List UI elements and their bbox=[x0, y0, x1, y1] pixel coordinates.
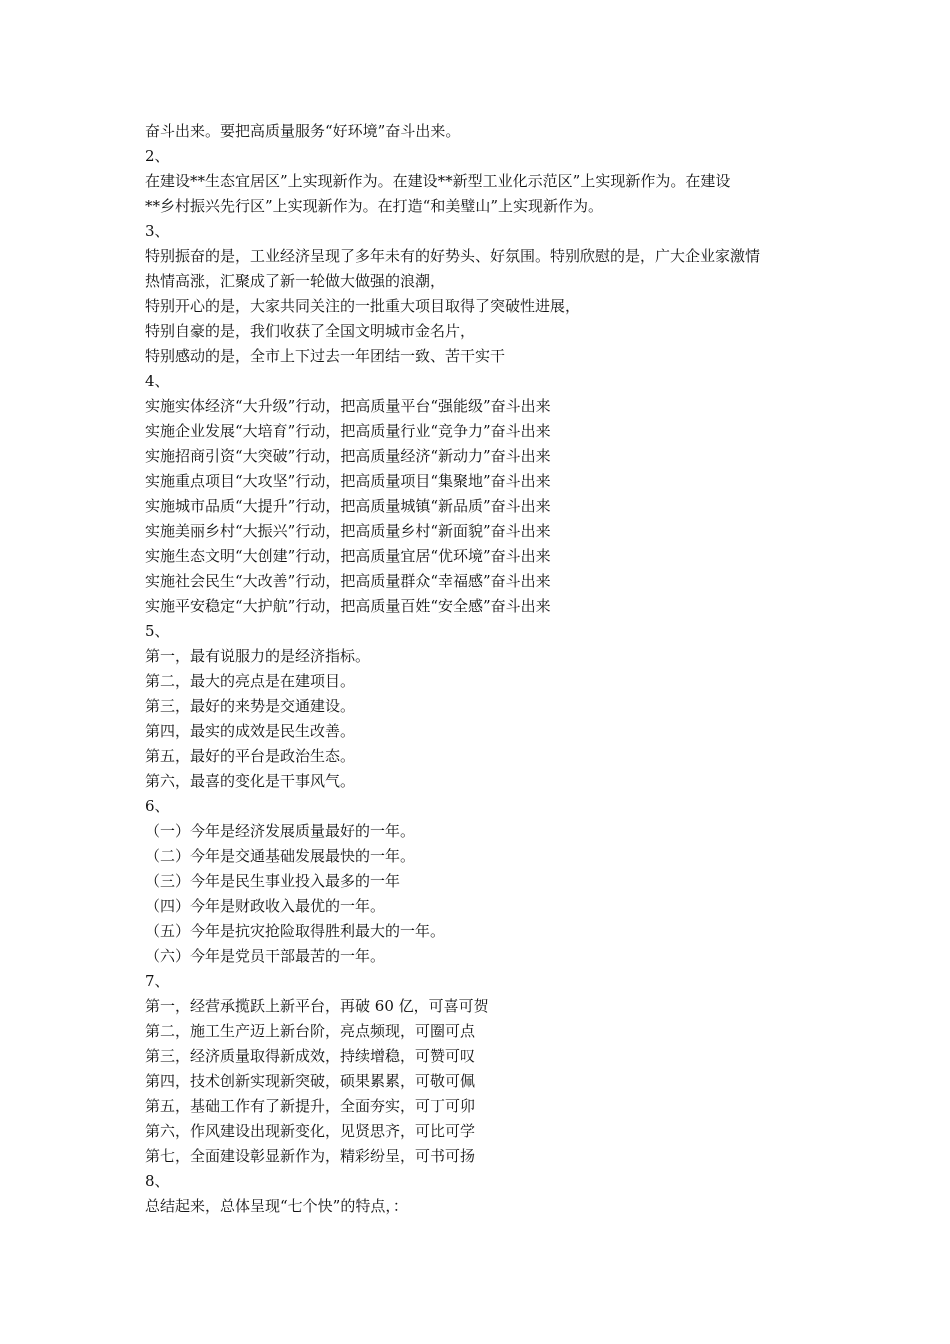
list-item: 实施重点项目“大攻坚”行动，把高质量项目“集聚地”奋斗出来 bbox=[145, 472, 551, 490]
list-item: 第五，基础工作有了新提升，全面夯实，可丁可卯 bbox=[145, 1097, 476, 1115]
text-line: 总结起来，总体呈现“七个快”的特点，： bbox=[145, 1197, 408, 1215]
list-item: 第六，最喜的变化是干事风气。 bbox=[145, 772, 356, 790]
list-item: 实施平安稳定“大护航”行动，把高质量百姓“安全感”奋斗出来 bbox=[145, 597, 551, 615]
list-item: 第七，全面建设彰显新作为，精彩纷呈，可书可扬 bbox=[145, 1147, 476, 1165]
list-item: （五）今年是抗灾抢险取得胜利最大的一年。 bbox=[145, 922, 446, 940]
list-item: 第六，作风建设出现新变化，见贤思齐，可比可学 bbox=[145, 1122, 476, 1140]
section-number: 3、 bbox=[145, 222, 170, 240]
list-item: 第三，经济质量取得新成效，持续增稳，可赞可叹 bbox=[145, 1047, 476, 1065]
list-item: 实施城市品质“大提升”行动，把高质量城镇“新品质”奋斗出来 bbox=[145, 497, 551, 515]
section-number: 4、 bbox=[145, 372, 170, 390]
text-line: 热情高涨，汇聚成了新一轮做大做强的浪潮， bbox=[145, 272, 446, 290]
document-body bbox=[145, 119, 817, 1219]
list-item: 实施生态文明“大创建”行动，把高质量宜居“优环境”奋斗出来 bbox=[145, 547, 551, 565]
text-line: 特别开心的是，大家共同关注的一批重大项目取得了突破性进展， bbox=[145, 297, 581, 315]
section-number: 6、 bbox=[145, 797, 170, 815]
list-item: 实施企业发展“大培育”行动，把高质量行业“竞争力”奋斗出来 bbox=[145, 422, 551, 440]
list-item: （三）今年是民生事业投入最多的一年 bbox=[145, 872, 401, 890]
section-number: 7、 bbox=[145, 972, 170, 990]
list-item: 第三，最好的来势是交通建设。 bbox=[145, 697, 356, 715]
text-line: 奋斗出来。要把高质量服务“好环境”奋斗出来。 bbox=[145, 122, 461, 140]
text-line: **乡村振兴先行区”上实现新作为。在打造“和美璧山”上实现新作为。 bbox=[145, 197, 604, 215]
list-item: 第二，施工生产迈上新台阶，亮点频现，可圈可点 bbox=[145, 1022, 476, 1040]
list-item: 第一，经营承揽跃上新平台，再破 60 亿，可喜可贺 bbox=[145, 997, 489, 1015]
text-line: 在建设**生态宜居区”上实现新作为。在建设**新型工业化示范区”上实现新作为。在建设 bbox=[145, 172, 731, 190]
list-item: 第五，最好的平台是政治生态。 bbox=[145, 747, 356, 765]
section-number: 2、 bbox=[145, 147, 170, 165]
list-item: 第四，技术创新实现新突破，硕果累累，可敬可佩 bbox=[145, 1072, 476, 1090]
list-item: （一）今年是经济发展质量最好的一年。 bbox=[145, 822, 416, 840]
list-item: 实施实体经济“大升级”行动，把高质量平台“强能级”奋斗出来 bbox=[145, 397, 551, 415]
list-item: （六）今年是党员干部最苦的一年。 bbox=[145, 947, 386, 965]
text-line: 特别自豪的是，我们收获了全国文明城市金名片， bbox=[145, 322, 476, 340]
text-line: 特别感动的是，全市上下过去一年团结一致、苦干实干 bbox=[145, 347, 506, 365]
list-item: （二）今年是交通基础发展最快的一年。 bbox=[145, 847, 416, 865]
list-item: 实施招商引资“大突破”行动，把高质量经济“新动力”奋斗出来 bbox=[145, 447, 551, 465]
list-item: 实施社会民生“大改善”行动，把高质量群众“幸福感”奋斗出来 bbox=[145, 572, 551, 590]
list-item: （四）今年是财政收入最优的一年。 bbox=[145, 897, 386, 915]
list-item: 第四，最实的成效是民生改善。 bbox=[145, 722, 356, 740]
list-item: 第一，最有说服力的是经济指标。 bbox=[145, 647, 371, 665]
section-number: 5、 bbox=[145, 622, 170, 640]
list-item: 实施美丽乡村“大振兴”行动，把高质量乡村“新面貌”奋斗出来 bbox=[145, 522, 551, 540]
section-number: 8、 bbox=[145, 1172, 170, 1190]
list-item: 第二，最大的亮点是在建项目。 bbox=[145, 672, 356, 690]
text-line: 特别振奋的是，工业经济呈现了多年未有的好势头、好氛围。特别欣慰的是，广大企业家激情 bbox=[145, 247, 761, 265]
